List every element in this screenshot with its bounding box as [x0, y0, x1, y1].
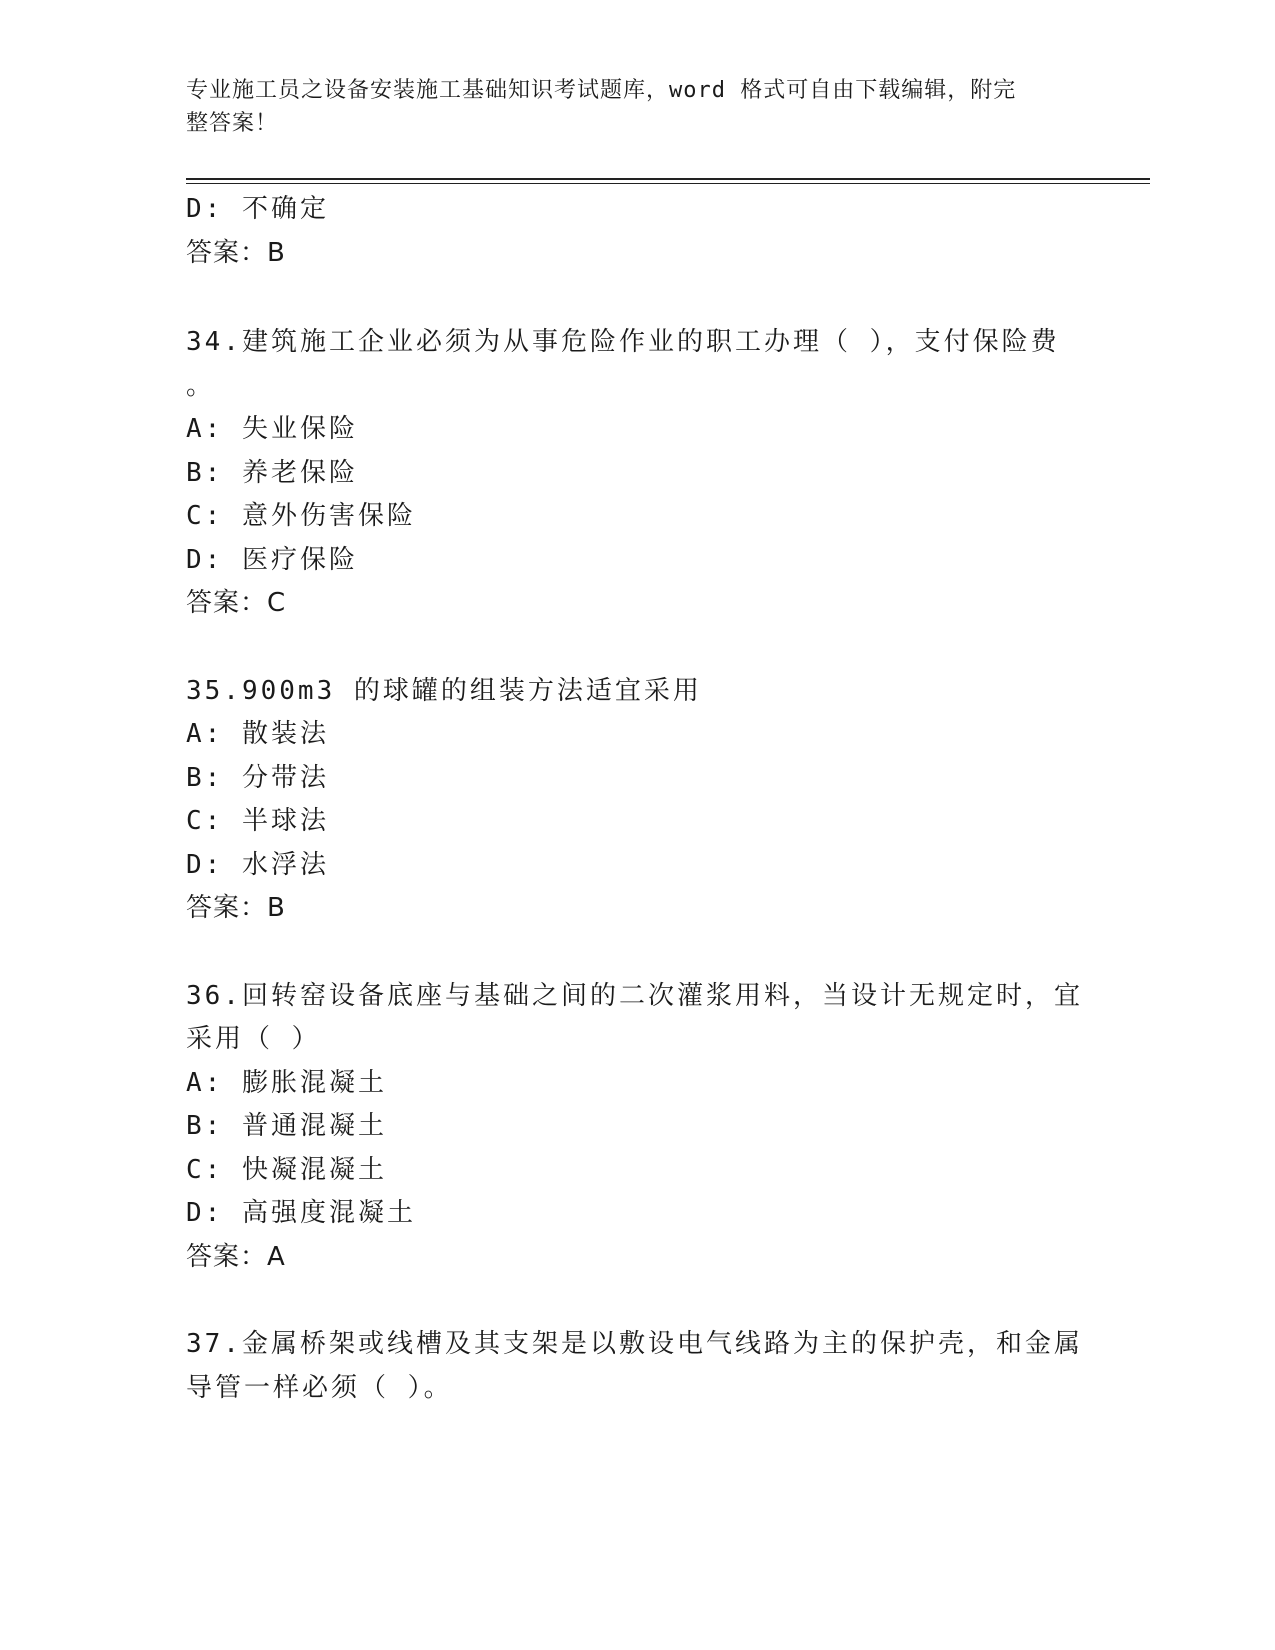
q35-answer: 答案：B: [186, 893, 286, 923]
q34-option-a: A: 失业保险: [186, 414, 358, 444]
q35-option-d: D: 水浮法: [186, 850, 329, 880]
q35-option-b: B: 分带法: [186, 763, 329, 793]
header-line-2: 整答案！: [186, 111, 279, 136]
q34-option-b: B: 养老保险: [186, 458, 358, 488]
q34-stem-line-2: 。: [186, 371, 216, 401]
q35-option-a: A: 散装法: [186, 719, 329, 749]
q36-stem-line-2: 采用（ ）: [186, 1024, 321, 1054]
q36-option-a: A: 膨胀混凝土: [186, 1068, 387, 1098]
q37-stem-line-1: 37.金属桥架或线槽及其支架是以敷设电气线路为主的保护壳，和金属: [186, 1329, 1083, 1359]
q35-stem-line-1: 35.900m3 的球罐的组装方法适宜采用: [186, 676, 702, 706]
prev-answer: 答案：B: [186, 238, 286, 268]
header-rule-thick: [186, 178, 1150, 180]
q35-option-c: C: 半球法: [186, 806, 329, 836]
q36-option-c: C: 快凝混凝土: [186, 1155, 387, 1185]
header-line-1: 专业施工员之设备安装施工基础知识考试题库，word 格式可自由下载编辑，附完: [186, 78, 1017, 103]
q37-stem-line-2: 导管一样必须（ ）。: [186, 1373, 453, 1403]
q36-option-d: D: 高强度混凝土: [186, 1198, 416, 1228]
q36-answer: 答案：A: [186, 1242, 286, 1272]
q36-stem-line-1: 36.回转窑设备底座与基础之间的二次灌浆用料，当设计无规定时，宜: [186, 981, 1083, 1011]
q34-option-d: D: 医疗保险: [186, 545, 358, 575]
q34-stem-line-1: 34.建筑施工企业必须为从事危险作业的职工办理（ ），支付保险费: [186, 327, 1060, 357]
q34-option-c: C: 意外伤害保险: [186, 501, 416, 531]
header-rule-thin: [186, 183, 1150, 184]
document-header: [186, 74, 1066, 140]
q36-option-b: B: 普通混凝土: [186, 1111, 387, 1141]
q34-answer: 答案：C: [186, 588, 287, 618]
prev-option-d: D: 不确定: [186, 194, 329, 224]
